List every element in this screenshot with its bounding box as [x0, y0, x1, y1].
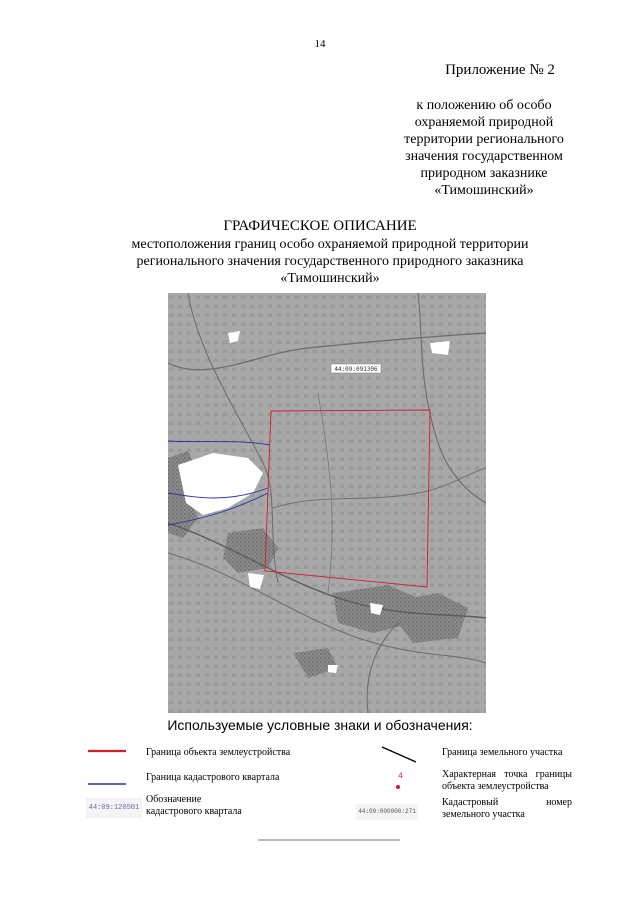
- legend-title: Используемые условные знаки и обозначения:: [167, 717, 473, 733]
- page-number: 14: [314, 38, 326, 50]
- document-subtitle: [90, 236, 570, 287]
- quarter-sample-label: 44:09:120501: [88, 804, 140, 812]
- legend-land-boundary: Граница земельного участка: [442, 747, 563, 758]
- subtitle-line: регионального значения государственного природного заказника: [136, 254, 524, 269]
- legend-object-boundary: Граница объекта землеустройства: [146, 747, 291, 758]
- legend-quarter-boundary: Граница кадастрового квартала: [146, 772, 280, 783]
- map-canvas: [168, 293, 486, 713]
- subtitle-line: местоположения границ особо охраняемой природной территории: [131, 237, 529, 252]
- parcel-number-symbol: [356, 804, 418, 820]
- legend-parcel-number: Кадастровый номер земельного участка: [442, 797, 572, 820]
- black-line-symbol: [380, 745, 420, 765]
- quarter-designation-symbol: [86, 798, 142, 818]
- legend-point: Характерная точка границы объекта землеустройства: [442, 769, 572, 792]
- document-title: ГРАФИЧЕСКОЕ ОПИСАНИЕ: [223, 218, 417, 234]
- red-line-symbol: [88, 748, 128, 754]
- subtitle-line: «Тимошинский»: [280, 271, 380, 286]
- appendix-line: значения государственном: [405, 149, 563, 164]
- footer-rule: [258, 839, 400, 841]
- legend-quarter-designation: Обозначение кадастрового квартала: [146, 794, 242, 817]
- appendix-line: территории регионального: [404, 132, 564, 147]
- clearing-area: [430, 341, 450, 355]
- appendix-line: к положению об особо: [416, 98, 552, 113]
- appendix-line: «Тимошинский»: [434, 183, 534, 198]
- blue-line-symbol: [88, 781, 128, 787]
- appendix-line: охраняемой природной: [414, 115, 554, 130]
- appendix-line: природном заказнике: [420, 166, 548, 181]
- appendix-subtitle: [368, 97, 600, 199]
- cadastral-label: 44:09:091306: [334, 366, 378, 373]
- appendix-title: Приложение № 2: [445, 62, 555, 78]
- topographic-map: [168, 293, 486, 713]
- point-sample-label: 4: [398, 772, 403, 781]
- parcel-sample-label: 44:09:000000:271: [358, 808, 416, 815]
